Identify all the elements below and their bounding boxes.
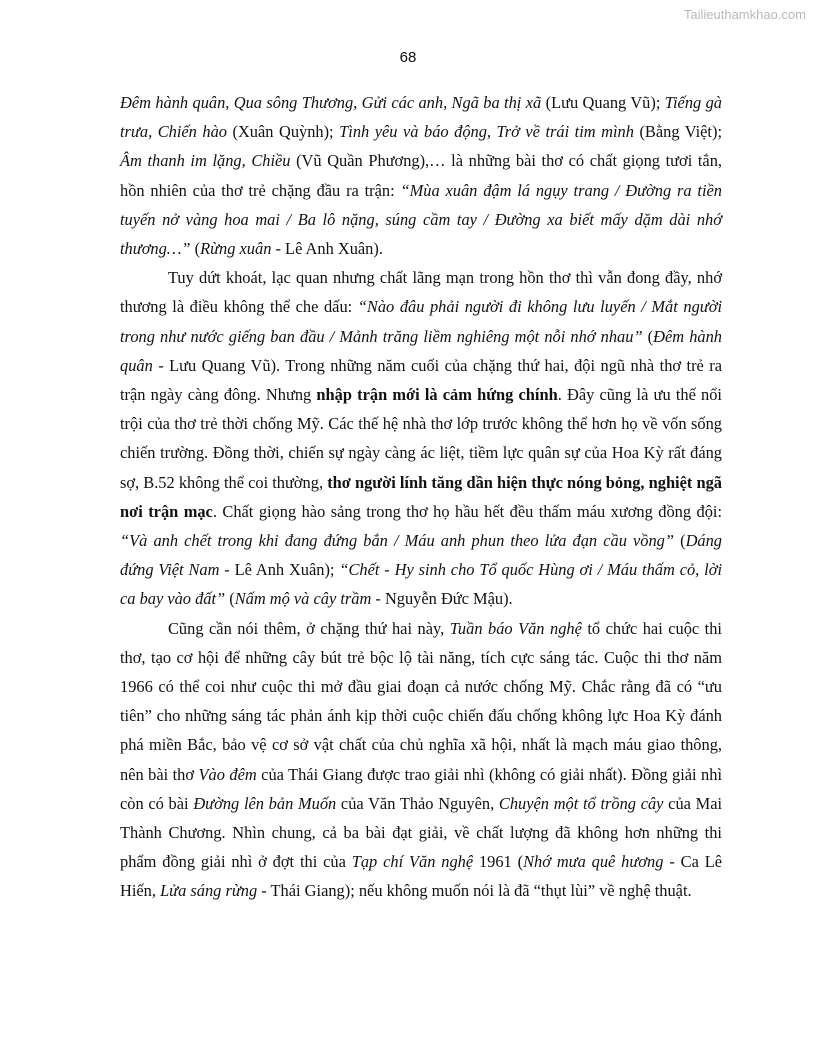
text-run: (Lưu Quang Vũ);: [541, 93, 665, 112]
text-run: . Chất giọng hào sảng trong thơ họ hầu hết đều thấm máu xương đồng đội:: [212, 501, 723, 521]
italic-text: Tạp chí Văn nghệ: [351, 852, 474, 872]
text-run: của Mai Thành Chương. Nhìn chung, cả ba bài đạt giải, về chất lượng đã không hơn những thi phẩm đồng giải nhì ở đợt thi của: [120, 793, 723, 872]
text-run: (: [225, 589, 235, 609]
text-run: (: [190, 239, 201, 259]
text-run: (Bằng Việt);: [633, 122, 722, 142]
italic-text: Nấm mộ và cây trầm: [234, 589, 372, 609]
italic-text: Dáng đứng Việt Nam: [120, 531, 722, 580]
text-run: - Thái Giang); nếu không muốn nói là đã “thụt lùi” về nghệ thuật.: [257, 881, 692, 901]
text-run: của Thái Giang được trao giải nhì (không có giải nhất). Đồng giải nhì còn có bài: [120, 764, 723, 813]
text-run: - Ca Lê Hiến,: [120, 852, 722, 901]
text-run: Tuy dứt khoát, lạc quan nhưng chất lãng mạn trong hồn thơ thì vẫn đong đầy, nhớ thương là điều không thể che dấu:: [120, 268, 722, 317]
bold-text: thơ người lính tăng dần hiện thực nóng bỏng, nghiệt ngã nơi trận mạc: [120, 472, 722, 521]
text-run: Cũng cần nói thêm, ở chặng thứ hai này,: [168, 618, 450, 638]
bold-text: nhập trận mới là cảm hứng chính: [316, 385, 558, 405]
italic-text: Vào đêm: [198, 764, 257, 784]
document-body: [120, 88, 722, 906]
text-run: (Vũ Quần Phương),… là những bài thơ có chất giọng tươi tắn, hồn nhiên của thơ trẻ chặng đầu ra trận:: [120, 151, 722, 200]
text-run: - Nguyễn Đức Mậu).: [371, 589, 513, 609]
italic-text: Tuần báo Văn nghệ: [449, 618, 582, 638]
text-run: . Đây cũng là ưu thế nổi trội của thơ trẻ thời chống Mỹ. Các thế hệ nhà thơ lớp trước không thể hơn họ về vốn sống chiến trường. Đồng thời, chiến sự ngày càng ác liệt, tiềm lực quân sự của Hoa Kỳ rất đáng sợ, B.52 không thể coi thường,: [120, 385, 722, 492]
text-run: (: [642, 326, 654, 346]
text-run: 1961 (: [473, 852, 524, 872]
paragraph-3: [120, 614, 722, 906]
italic-text: Đêm hành quân, Qua sông Thương, Gửi các anh, Ngã ba thị xã: [120, 93, 542, 112]
paragraph-1: [120, 88, 722, 263]
watermark: Tailieuthamkhao.com: [683, 7, 806, 22]
text-run: của Văn Thảo Nguyên,: [336, 793, 499, 813]
italic-text: “Nào đâu phải người đi không lưu luyến / Mắt người trong như nước giếng ban đầu / Mảnh trăng liềm nghiêng một nỗi nhớ nhau”: [120, 297, 722, 346]
text-run: - Lê Anh Xuân).: [271, 239, 383, 259]
italic-text: Rừng xuân: [200, 239, 272, 259]
text-run: (Xuân Quỳnh);: [226, 122, 340, 142]
italic-text: Âm thanh im lặng, Chiều: [120, 151, 291, 171]
italic-text: Chuyện một tổ trồng cây: [498, 793, 664, 813]
paragraph-2: [120, 263, 722, 613]
italic-text: “Và anh chết trong khi đang đứng bắn / Máu anh phun theo lửa đạn cầu vồng”: [120, 531, 674, 551]
italic-text: Tình yêu và báo động, Trở về trái tim mình: [339, 122, 634, 142]
text-run: (: [673, 531, 686, 551]
italic-text: Tiếng gà trưa, Chiến hào: [120, 93, 722, 142]
italic-text: Đêm hành quân: [120, 326, 722, 375]
italic-text: “Mùa xuân đậm lá ngụy trang / Đường ra tiền tuyến nở vàng hoa mai / Ba lô nặng, súng cầm tay / Đường xa biết mấy dặm dài nhớ thương…”: [120, 180, 722, 259]
text-run: tổ chức hai cuộc thi thơ, tạo cơ hội để những cây bút trẻ bộc lộ tài năng, tích cực sáng tác. Cuộc thi thơ năm 1966 có thể coi như cuộc thi mở đầu giai đoạn cả nước chống Mỹ. Chắc rằng đã có “ưu tiên” cho những sáng tác phản ánh kịp thời cuộc chiến đấu chống không lực Hoa Kỳ đánh phá miền Bắc, bảo vệ cơ sở vật chất của chủ nghĩa xã hội, nhất là mạch máu giao thông, nên bài thơ: [120, 618, 722, 784]
page-number: 68: [399, 49, 417, 66]
italic-text: Lửa sáng rừng: [160, 881, 258, 901]
italic-text: “Chết - Hy sinh cho Tổ quốc Hùng ơi / Máu thấm cỏ, lời ca bay vào đất”: [120, 560, 722, 609]
italic-text: Đường lên bản Muốn: [193, 793, 337, 813]
text-run: - Lê Anh Xuân);: [219, 560, 340, 580]
text-run: - Lưu Quang Vũ). Trong những năm cuối của chặng thứ hai, đội ngũ nhà thơ trẻ ra trận ngày càng đông. Nhưng: [120, 355, 722, 405]
italic-text: Nhớ mưa quê hương: [523, 852, 664, 872]
